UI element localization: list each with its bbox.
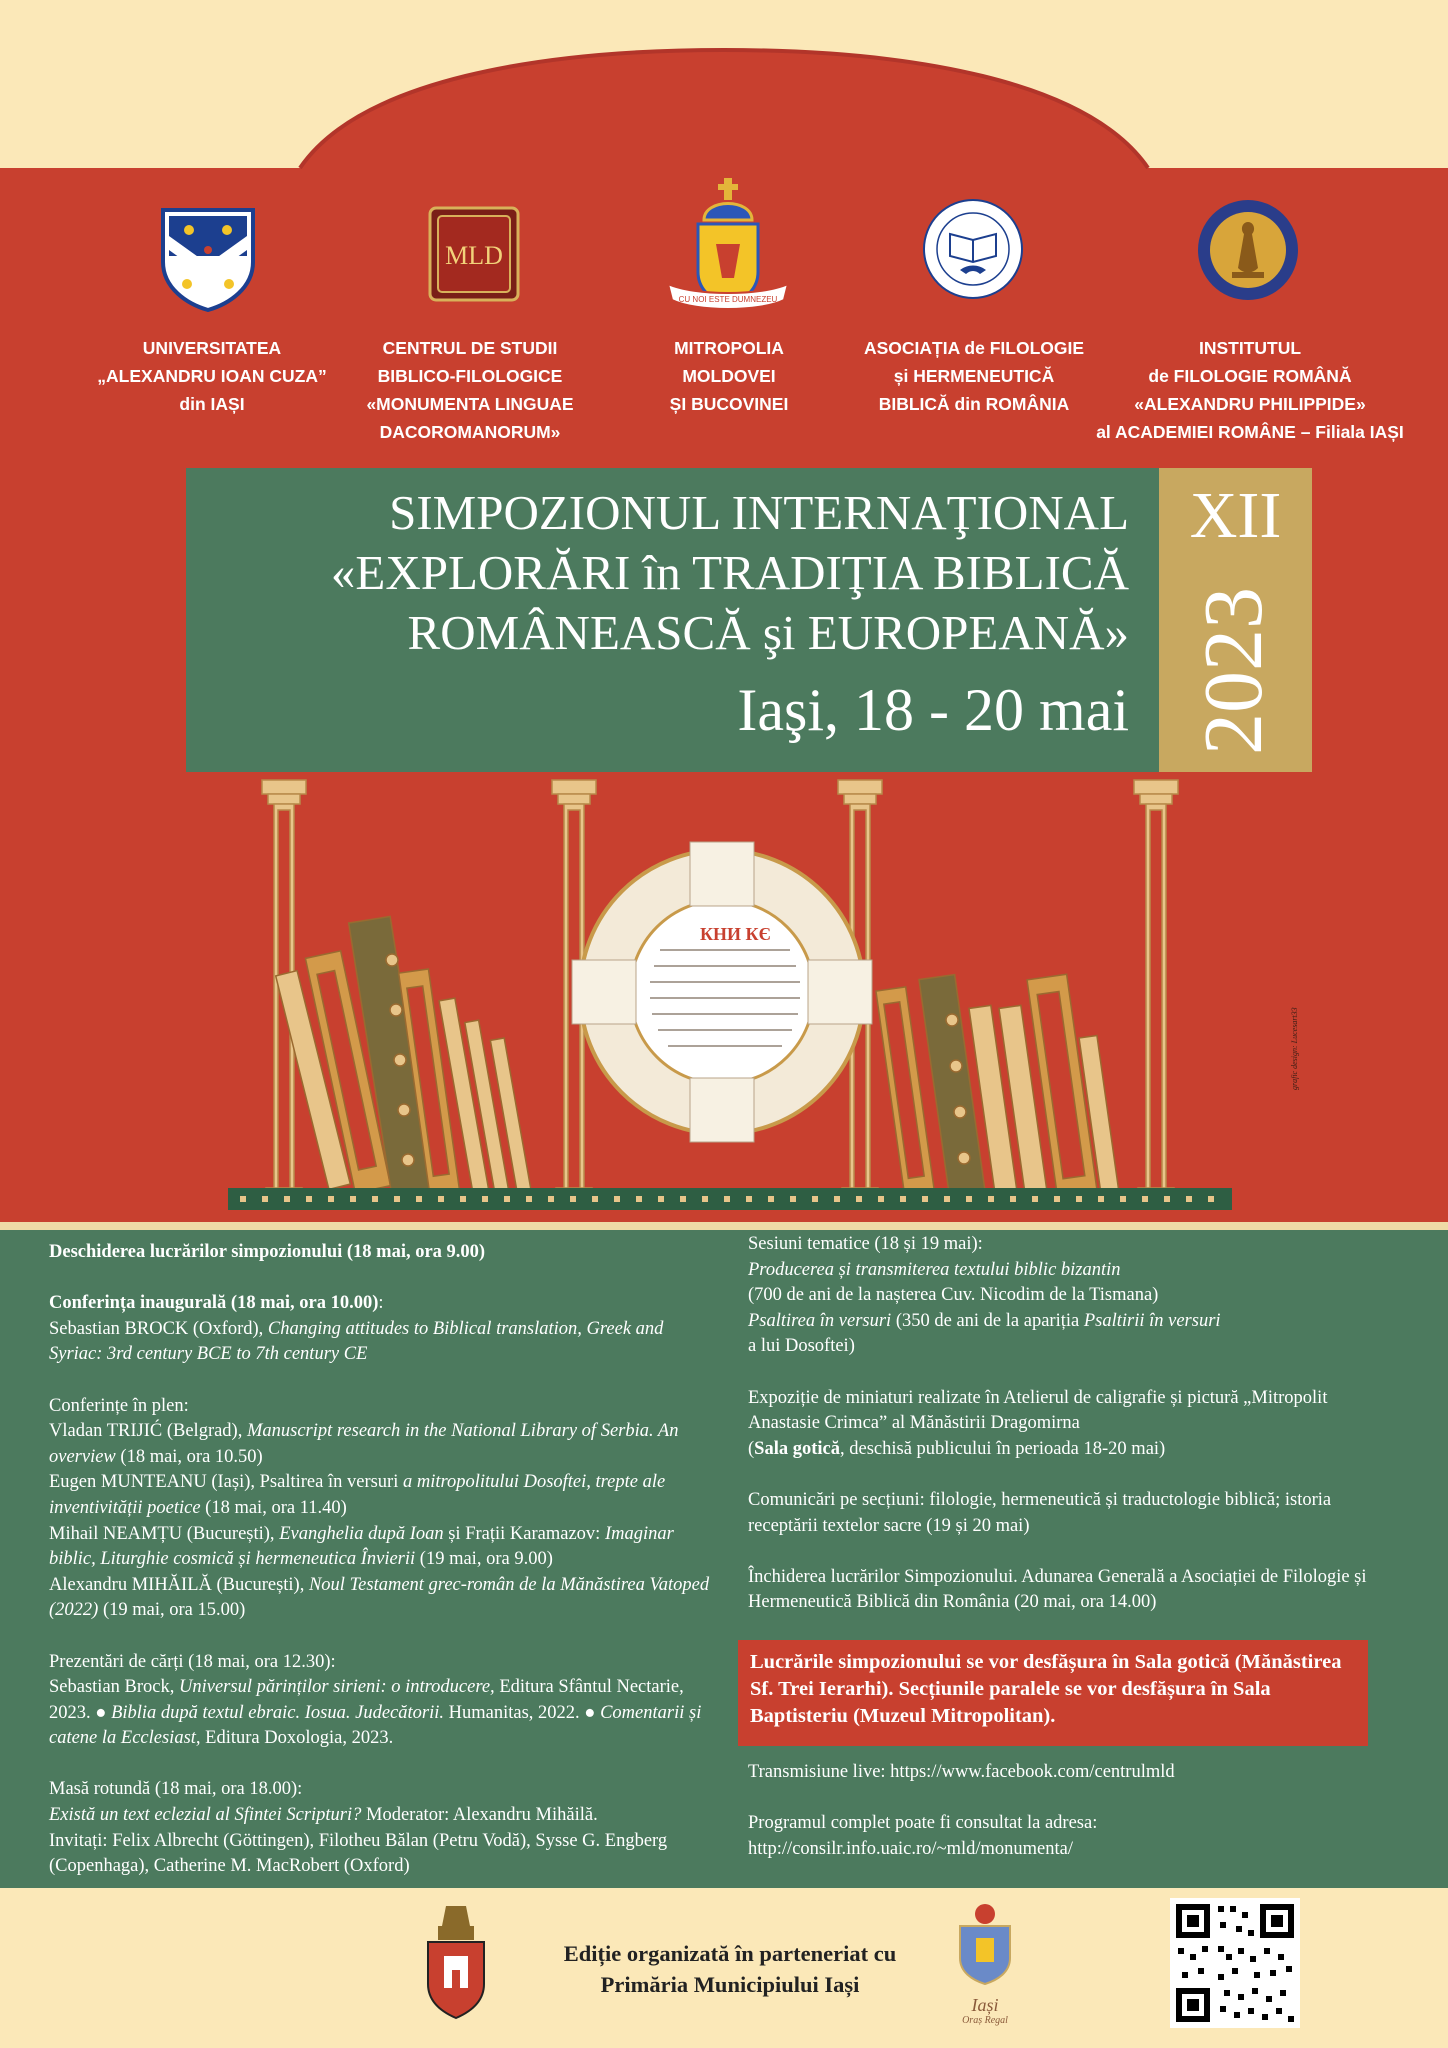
sessions-note-3: a lui Dosoftei) bbox=[748, 1336, 855, 1357]
manuscript-wheel bbox=[572, 842, 872, 1142]
book-2-publisher: Humanitas, 2022. bbox=[448, 1702, 580, 1723]
event-title-line-1: SIMPOZIONUL INTERNAŢIONAL bbox=[389, 485, 1129, 540]
bullet-icon: ● bbox=[95, 1702, 107, 1723]
plenary-1-talk: Manuscript research in the National Library of Serbia. An overview bbox=[49, 1421, 679, 1467]
organizer-name-association: ASOCIAȚIA de FILOLOGIE și HERMENEUTICĂ BIBLICĂ din ROMÂNIA bbox=[863, 338, 1085, 414]
event-title-banner bbox=[186, 468, 1159, 772]
program-left-column: Deschiderea lucrărilor simpozionului (18 mai, ora 9.00) Conferința inaugurală (18 mai, ora 10.00): Sebastian BROCK (Oxford), Changing attitudes to Biblical translation, Greek and Syriac: 3rd century BCE to 7th century CE Conferințe în plen: Vladan TRIJIĆ (Belgrad), Manuscript research in the National Library of Serbia. An overview (18 mai, ora 10.50) Eugen MUNTEANU (Iași), Psaltirea în versuri a mitropolitului Dosoftei, trepte ale inventivității poetice (18 mai, ora 11.40) Mihail NEAMȚU (București), Evanghelia după Ioan și Frații Karamazov: Imaginar biblic, Liturghie cosmică și hermeneutica Învierii (19 mai, ora 9.00) Alexandru MIHĂILĂ (București), Noul Testament grec-român de la Mănăstirea Vatoped (2022) (19 mai, ora 15.00) Prezentări de cărți (18 mai, ora 12.30): Sebastian Brock, Universul părinților sirieni: o introducere, Editura Sfântul Nectarie, 2023. ● Biblia după textul ebraic. Iosua. Judecătorii. Humanitas, 2022. ● Comentarii și catene la Ecclesiast, Editura Doxologia, 2023. Masă rotundă (18 mai, ora 18.00): Există un text eclezial al Sfintei Scripturi? Moderator: Alexandru Mihăilă. Invitați: Felix Albrecht (Göttingen), Filotheu Bălan (Petru Vodă), Sysse G. Engberg (Copenhaga), Catherine M. MacRobert (Oxford) bbox=[49, 1240, 721, 1880]
book-3-title: Comentarii și catene la Ecclesiast, bbox=[49, 1702, 702, 1749]
round-table-moderator: Moderator: Alexandru Mihăilă. bbox=[366, 1805, 598, 1826]
closing-session: Închiderea lucrărilor Simpozionului. Adunarea Generală a Asociației de Filologie și Hermeneutică Biblică din România (20 mai, ora 14.00) bbox=[748, 1566, 1367, 1613]
exhibition-dates: , deschisă publicului în perioada 18-20 mai) bbox=[840, 1438, 1166, 1459]
plenary-4-time: (19 mai, ora 15.00) bbox=[102, 1600, 246, 1621]
svg-text:MLD: MLD bbox=[445, 241, 503, 270]
books-title: Prezentări de cărți (18 mai, ora 12.30): bbox=[49, 1651, 336, 1672]
qr-code-icon[interactable] bbox=[1170, 1898, 1300, 2028]
book-1-publisher: Editura Sfântul Nectarie, 2023. bbox=[49, 1677, 684, 1723]
manuscript-red-heading: КНИ КЄ bbox=[700, 924, 771, 944]
book-1-author: Sebastian Brock, bbox=[49, 1677, 175, 1698]
partnership-text: Ediție organizată în parteneriat cu Primăria Municipiului Iași bbox=[563, 1941, 897, 1997]
plenary-2-talk: a mitropolitului Dosoftei, trepte ale inventivității poetice bbox=[49, 1472, 666, 1518]
program-links bbox=[748, 1760, 1373, 1862]
plenary-2-speaker: Eugen MUNTEANU (Iași), Psaltirea în versuri bbox=[49, 1472, 399, 1493]
inaugural-talk: Changing attitudes to Biblical translation, Greek and Syriac: 3rd century BCE to 7th century CE bbox=[49, 1318, 664, 1365]
pillar-4 bbox=[1134, 780, 1178, 1206]
plenary-title: Conferințe în plen: bbox=[49, 1395, 189, 1416]
books-right bbox=[876, 974, 1119, 1195]
full-program-link[interactable]: http://consilr.info.uaic.ro/~mld/monumenta/ bbox=[748, 1838, 1073, 1859]
inaugural-title: Conferința inaugurală (18 mai, ora 10.00) bbox=[49, 1293, 379, 1314]
round-table-topic: Există un text eclezial al Sfintei Scripturi? bbox=[49, 1805, 362, 1826]
sessions-topic-2: Psaltirea în versuri bbox=[748, 1310, 892, 1331]
plenary-3-time: (19 mai, ora 9.00) bbox=[419, 1549, 553, 1570]
sessions-note-1: (700 de ani de la nașterea Cuv. Nicodim de la Tismana) bbox=[748, 1285, 1159, 1306]
plenary-4-speaker: Alexandru MIHĂILĂ (București), bbox=[49, 1574, 305, 1595]
illustration bbox=[0, 770, 1448, 1222]
sessions-title: Sesiuni tematice (18 și 19 mai): bbox=[748, 1234, 983, 1254]
plenary-3-talk-b: și Frații Karamazov: bbox=[448, 1523, 601, 1544]
bullet-icon: ● bbox=[584, 1702, 596, 1723]
metropolis-motto: CU NOI ESTE DUMNEZEU bbox=[678, 295, 778, 304]
live-stream-link[interactable]: Transmisiune live: https://www.facebook.com/centrulmld bbox=[748, 1762, 1175, 1782]
exhibition-hall: Sala gotică bbox=[754, 1438, 840, 1459]
royal-city-subtitle: Oraș Regal bbox=[962, 2015, 1008, 2026]
metropolis-coat-of-arms-icon bbox=[660, 172, 796, 322]
organizer-name-metropolis: MITROPOLIA MOLDOVEI ȘI BUCOVINEI bbox=[669, 338, 789, 414]
plenary-1-time: (18 mai, ora 10.50) bbox=[120, 1446, 263, 1467]
mld-seal-icon bbox=[428, 206, 520, 302]
book-1-title: Universul părinților sirieni: o introducere, bbox=[179, 1677, 495, 1698]
plenary-4-talk: Noul Testament grec-român de la Mănăstirea Vatoped (2022) bbox=[49, 1574, 710, 1621]
books-left bbox=[276, 916, 532, 1196]
association-emblem-icon bbox=[922, 198, 1024, 300]
venue-notice: Lucrările simpozionului se vor desfășura în Sala gotică (Mănăstirea Sf. Trei Ierarhi). Secțiunile paralele se vor desfășura în Sala Baptisteriu (Muzeul Mitropolitan). bbox=[750, 1651, 1342, 1727]
round-table-guests: Invitați: Felix Albrecht (Göttingen), Filotheu Bălan (Petru Vodă), Sysse G. Engberg (Copenhaga), Catherine M. MacRobert (Oxford) bbox=[49, 1830, 668, 1877]
edition-year: 2023 bbox=[1187, 587, 1280, 755]
plenary-3-talk-a: Evanghelia după Ioan bbox=[279, 1523, 444, 1544]
sessions-note-2-title: Psaltirii în versuri bbox=[1083, 1310, 1221, 1331]
book-3-publisher: Editura Doxologia, 2023. bbox=[205, 1728, 394, 1749]
organizer-name-university: UNIVERSITATEA „ALEXANDRU IOAN CUZA” din IAȘI bbox=[97, 338, 327, 414]
plenary-3-speaker: Mihail NEAMȚU (București), bbox=[49, 1523, 275, 1544]
university-crest-icon bbox=[158, 205, 258, 313]
academy-medallion-icon bbox=[1196, 198, 1300, 302]
book-2-title: Biblia după textul ebraic. Iosua. Judecătorii. bbox=[111, 1702, 444, 1723]
plenary-2-time: (18 mai, ora 11.40) bbox=[205, 1497, 347, 1518]
edition-number: XII bbox=[1189, 479, 1282, 552]
inaugural-speaker: Sebastian BROCK (Oxford), bbox=[49, 1318, 264, 1339]
royal-city-name: Iași bbox=[971, 1995, 999, 2015]
sessions-topic-1: Producerea și transmiterea textului biblic bizantin bbox=[748, 1259, 1121, 1280]
exhibition-text: Expoziție de miniaturi realizate în Atelierul de caligrafie și pictură „Mitropolit Anastasie Crimca” al Mănăstirii Dragomirna bbox=[748, 1387, 1328, 1434]
program-right-column: Sesiuni tematice (18 și 19 mai): Producerea și transmiterea textului biblic bizantin (700 de ani de la nașterea Cuv. Nicodim de la Tismana) Psaltirea în versuri (350 de ani de la apariția Psaltirii în versuri a lui Dosoftei) Expoziție de miniaturi realizate în Atelierul de caligrafie și pictură „Mitropolit Anastasie Crimca” al Mănăstirii Dragomirna (Sala gotică, deschisă publicului în perioada 18-20 mai) Comunicări pe secțiuni: filologie, hermeneutică și traductologie biblică; istoria receptării textelor sacre (19 și 20 mai) Închiderea lucrărilor Simpozionului. Adunarea Generală a Asociației de Filologie și Hermeneutică Biblică din România (20 mai, ora 14.00) bbox=[748, 1232, 1373, 1616]
event-title-line-3: ROMÂNEASCĂ şi EUROPEANĂ» bbox=[407, 605, 1129, 660]
plenary-3-talk-c: Imaginar biblic, Liturghie cosmică și hermeneutica Învierii bbox=[49, 1523, 674, 1570]
organizer-name-mld-center: CENTRUL DE STUDII BIBLICO-FILOLOGICE «MONUMENTA LINGUAE DACOROMANORUM» bbox=[366, 338, 574, 442]
plenary-1-speaker: Vladan TRIJIĆ (Belgrad), bbox=[49, 1421, 243, 1442]
event-place-dates: Iaşi, 18 - 20 mai bbox=[737, 677, 1129, 743]
event-title-line-2: «EXPLORĂRI în TRADIŢIA BIBLICĂ bbox=[330, 545, 1129, 600]
iasi-royal-city-logo bbox=[950, 1900, 1020, 2040]
section-papers: Comunicări pe secțiuni: filologie, hermeneutică și traductologie biblică; istoria receptării textelor sacre (19 și 20 mai) bbox=[748, 1489, 1332, 1536]
full-program-label: Programul complet poate fi consultat la adresa: bbox=[748, 1813, 1098, 1834]
iasi-city-crest-icon bbox=[424, 1900, 488, 2020]
program-divider bbox=[0, 1222, 1448, 1230]
organizer-name-institute: INSTITUTUL de FILOLOGIE ROMÂNĂ «ALEXANDRU PHILIPPIDE» al ACADEMIEI ROMÂNE – Filiala IAȘI bbox=[1096, 338, 1404, 442]
sessions-note-2: (350 de ani de la apariția bbox=[895, 1310, 1080, 1331]
opening-session: Deschiderea lucrărilor simpozionului (18 mai, ora 9.00) bbox=[49, 1242, 486, 1262]
design-credit: grafic design: Lucesart33 bbox=[1290, 1007, 1299, 1090]
round-table-title: Masă rotundă (18 mai, ora 18.00): bbox=[49, 1779, 303, 1800]
